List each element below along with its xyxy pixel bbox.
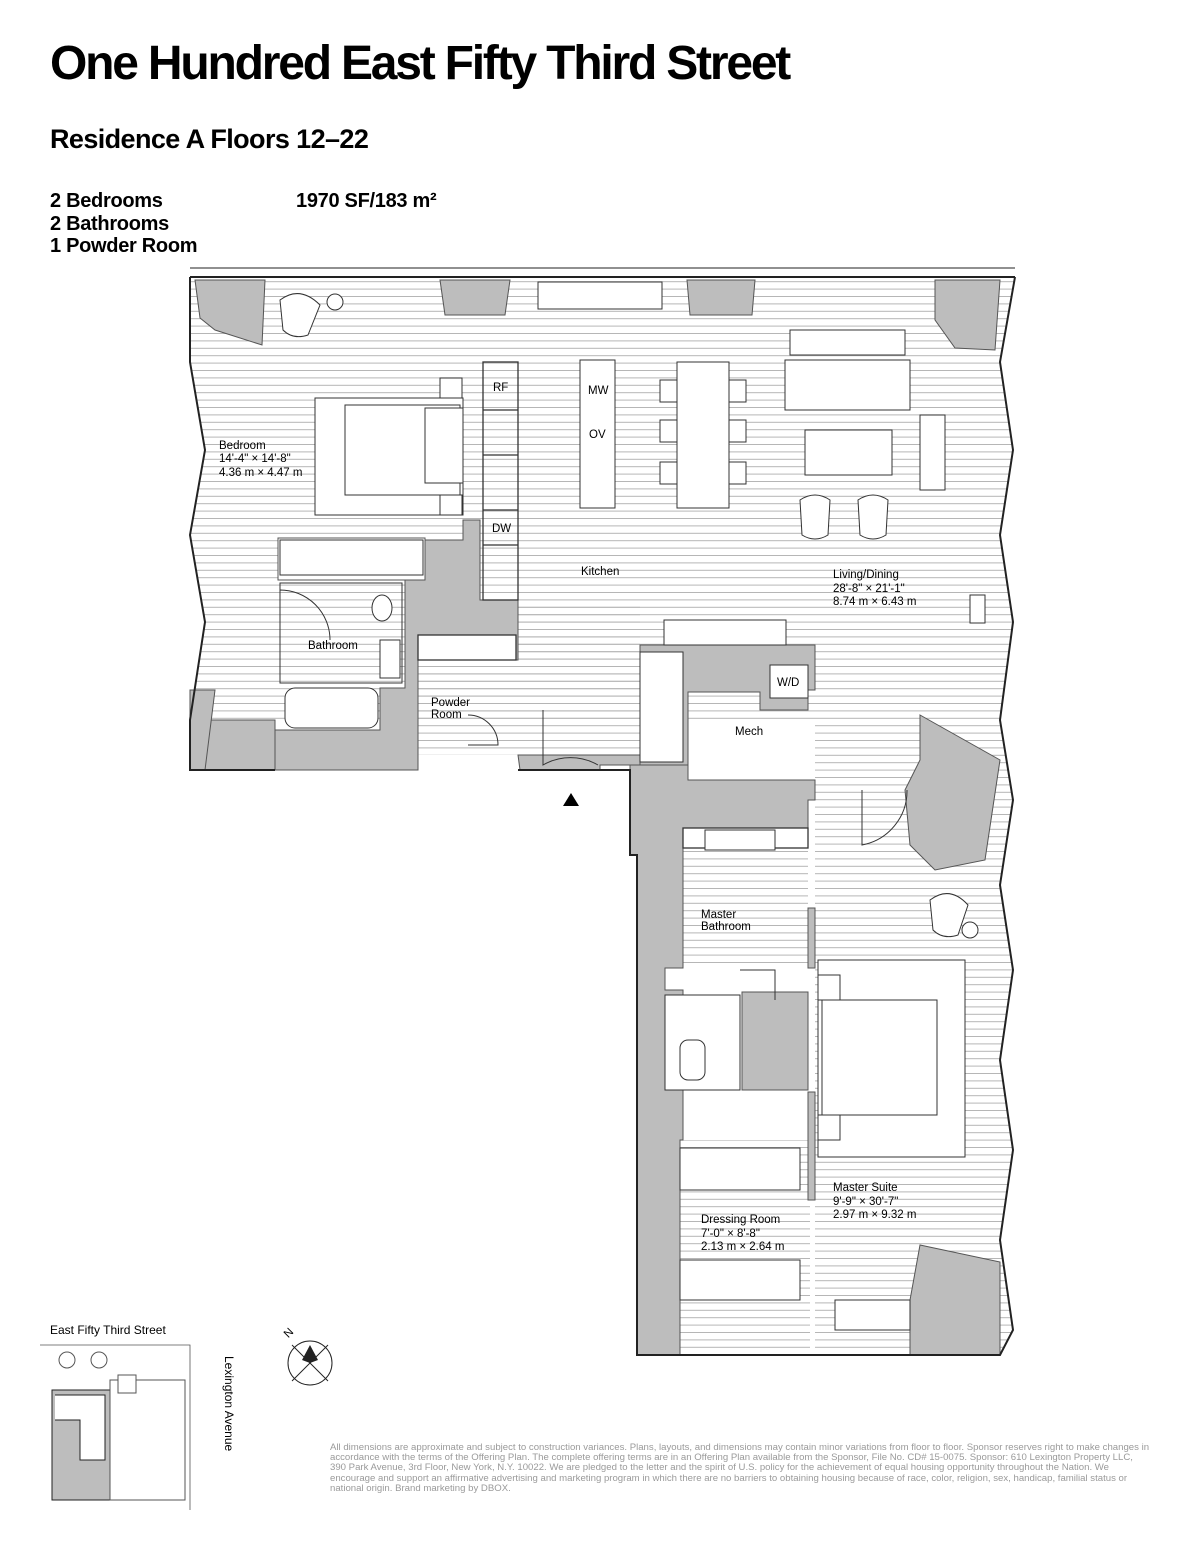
kitchen-label: Kitchen [581, 566, 620, 578]
bedroom-label: Bedroom [219, 440, 266, 452]
north-compass [288, 1341, 332, 1385]
key-plan [40, 1345, 190, 1510]
powder-label-1: Powder [431, 697, 470, 709]
north-label: N [281, 1326, 297, 1341]
master-bath-label-1: Master [701, 909, 737, 921]
powder-room-count: 1 Powder Room [50, 235, 198, 257]
refrigerator-label: RF [493, 382, 509, 394]
mech-label: Mech [735, 726, 764, 738]
bathroom-label: Bathroom [308, 640, 358, 652]
page-subtitle: Residence A Floors 12–22 [50, 124, 369, 154]
master-bath-label-2: Bathroom [701, 921, 751, 933]
bedroom-imperial: 14'-4" × 14'-8" [219, 453, 291, 465]
living-imperial: 28'-8" × 21'-1" [833, 583, 905, 595]
master-suite-imperial: 9'-9" × 30'-7" [833, 1196, 899, 1208]
dressing-label: Dressing Room [701, 1214, 781, 1226]
bathroom-count: 2 Bathrooms [50, 212, 169, 235]
page-title: One Hundred East Fifty Third Street [50, 37, 790, 90]
microwave-label: MW [588, 385, 609, 397]
avenue-label: Lexington Avenue [222, 1356, 236, 1452]
bedroom-count: 2 Bedrooms [50, 190, 163, 212]
dishwasher-label: DW [492, 523, 512, 535]
washer-dryer-label: W/D [777, 677, 800, 689]
entry-marker [563, 793, 579, 806]
powder-label-2: Room [431, 709, 462, 721]
dressing-metric: 2.13 m × 2.64 m [701, 1241, 785, 1253]
master-suite-metric: 2.97 m × 9.32 m [833, 1209, 917, 1221]
living-label: Living/Dining [833, 569, 899, 581]
master-suite-label: Master Suite [833, 1182, 898, 1194]
bedroom-metric: 4.36 m × 4.47 m [219, 467, 303, 479]
legal-disclaimer: All dimensions are approximate and subject to construction variances. Plans, layouts, and dimensions may contain minor variations from floor to floor. Sponsor reserves right to make changes in accordance with the terms of the Offering Plan. The complete offering terms are in an Offering Plan available from the Sponsor, File No. CD# 15-0075. Sponsor: 610 Lexington Property LLC, 390 Park Avenue, 3rd Floor, New York, N.Y. 10022. We are pledged to the letter and the spirit of U.S. policy for the achievement of equal housing opportunity throughout the Nation. We encourage and support an affirmative advertising and marketing program in which there are no barriers to obtaining housing because of race, color, religion, sex, handicap, familial status or national origin. Brand marketing by DBOX. [330, 1442, 1150, 1494]
unit-area: 1970 SF/183 m² [296, 190, 437, 212]
living-metric: 8.74 m × 6.43 m [833, 596, 917, 608]
street-label: East Fifty Third Street [50, 1323, 166, 1337]
dressing-imperial: 7'-0" × 8'-8" [701, 1228, 760, 1240]
oven-label: OV [589, 429, 606, 441]
